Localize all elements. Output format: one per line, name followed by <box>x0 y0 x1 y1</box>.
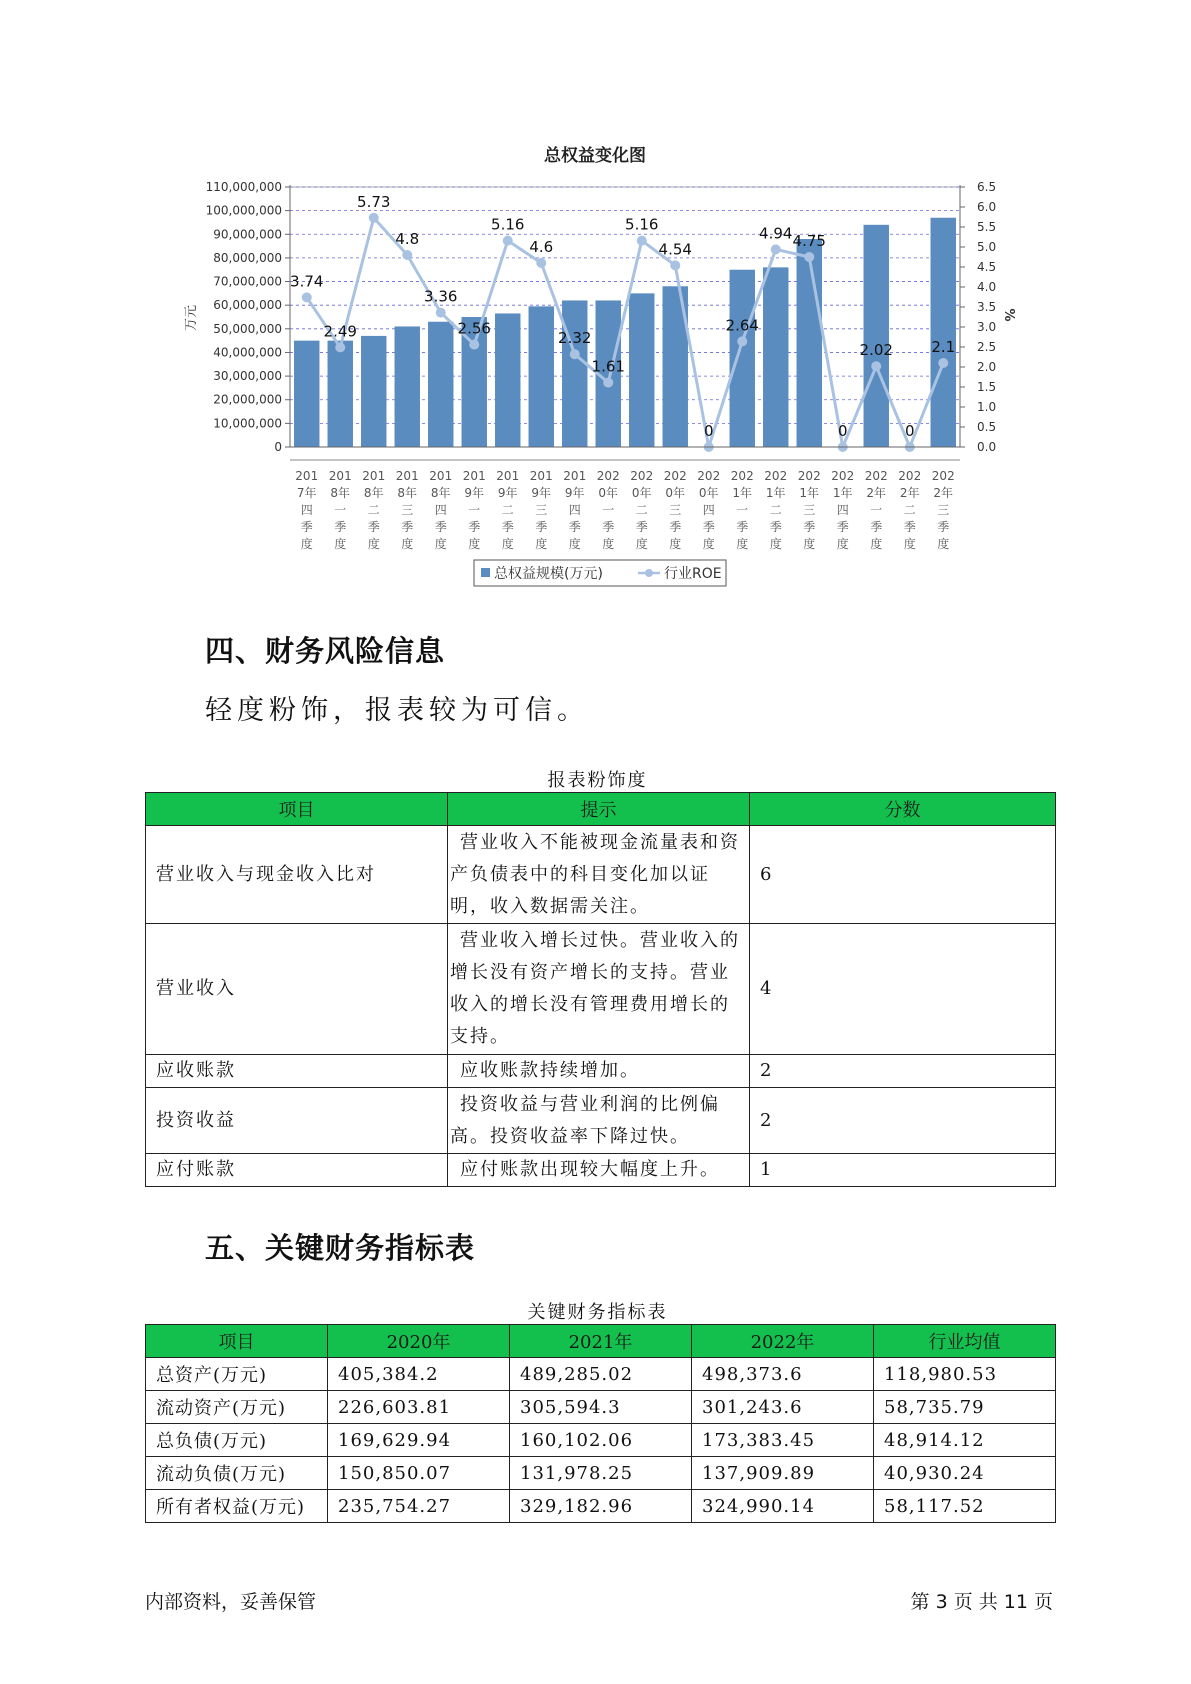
x-category-label: 201 8年四季度 <box>429 469 453 551</box>
section4-heading: 四、财务风险信息 <box>205 634 446 668</box>
x-category-label: 201 7年四季度 <box>295 469 319 551</box>
roe-data-label: 5.73 <box>357 192 391 211</box>
kpi-industry-avg: 48,914.12 <box>874 1424 1056 1457</box>
risk-hint: 营业收入增长过快。营业收入的增长没有资产增长的支持。营业收入的增长没有管理费用增长的支持。 <box>448 924 750 1055</box>
roe-data-label: 0 <box>904 422 915 440</box>
risk-hint: 营业收入不能被现金流量表和资产负债表中的科目变化加以证明，收入数据需关注。 <box>448 826 750 924</box>
header-2020: 2020年 <box>328 1325 510 1358</box>
y-left-tick-label: 0 <box>274 440 282 454</box>
roe-point <box>369 213 379 223</box>
bar <box>529 306 554 447</box>
footer-confidential: 内部资料，妥善保管 <box>145 1591 317 1613</box>
roe-data-label: 2.49 <box>323 322 357 341</box>
roe-point <box>436 308 446 318</box>
bar <box>395 326 420 447</box>
table-row <box>146 1457 1056 1490</box>
roe-point <box>536 258 546 268</box>
kpi-item: 流动负债(万元) <box>146 1457 328 1490</box>
kpi-2020: 226,603.81 <box>328 1391 510 1424</box>
x-category-label: 202 2年一季度 <box>864 469 888 551</box>
kpi-table <box>145 1324 1056 1523</box>
roe-data-label: 2.32 <box>558 329 592 348</box>
y-left-tick-label: 100,000,000 <box>205 203 282 218</box>
header-item: 项目 <box>146 1325 328 1358</box>
roe-data-label: 4.8 <box>395 230 420 248</box>
roe-data-label: 2.02 <box>859 341 893 360</box>
y-right-tick-label: 2.5 <box>977 340 997 354</box>
y-right-tick-label: 4.0 <box>977 280 997 294</box>
x-category-label: 201 8年一季度 <box>328 469 352 551</box>
bar <box>864 225 889 447</box>
header-industry-avg: 行业均值 <box>874 1325 1056 1358</box>
legend-bar-label: 总权益规模(万元) <box>494 566 603 582</box>
y-left-tick-label: 90,000,000 <box>213 227 282 242</box>
kpi-2022: 324,990.14 <box>692 1490 874 1523</box>
table-row <box>146 1391 1056 1424</box>
roe-point <box>402 250 412 260</box>
legend-line-marker <box>645 569 653 577</box>
risk-hint: 应收账款持续增加。 <box>448 1055 750 1088</box>
risk-item: 应收账款 <box>146 1055 448 1088</box>
table-row <box>146 1154 1056 1187</box>
roe-point <box>637 236 647 246</box>
kpi-2020: 150,850.07 <box>328 1457 510 1490</box>
y-right-tick-label: 0.5 <box>977 420 997 434</box>
x-category-label: 202 1年四季度 <box>831 469 855 551</box>
equity-chart <box>0 0 1191 600</box>
roe-data-label: 4.94 <box>759 224 793 243</box>
x-category-label: 202 1年三季度 <box>797 469 821 551</box>
bar <box>428 322 453 447</box>
table-row <box>146 1490 1056 1523</box>
risk-table-caption: 报表粉饰度 <box>547 770 648 791</box>
chart-line <box>290 193 955 452</box>
x-category-label: 202 0年四季度 <box>697 469 721 551</box>
kpi-industry-avg: 58,735.79 <box>874 1391 1056 1424</box>
y-right-tick-label: 6.5 <box>977 180 997 194</box>
roe-point <box>503 236 513 246</box>
table-row <box>146 924 1056 1055</box>
risk-score: 1 <box>750 1154 1056 1187</box>
x-category-label: 202 0年一季度 <box>596 469 620 551</box>
header-2021: 2021年 <box>510 1325 692 1358</box>
risk-score: 2 <box>750 1088 1056 1154</box>
roe-point <box>938 358 948 368</box>
table-row <box>146 1088 1056 1154</box>
x-category-label: 202 0年三季度 <box>663 469 687 551</box>
x-category-label: 202 2年二季度 <box>898 469 922 551</box>
bar <box>629 293 654 447</box>
roe-data-label: 0 <box>837 422 848 440</box>
roe-point <box>871 361 881 371</box>
y-right-tick-label: 1.0 <box>977 400 997 414</box>
kpi-table-caption: 关键财务指标表 <box>527 1302 668 1323</box>
y-right-tick-label: 5.5 <box>977 220 997 234</box>
y-left-tick-label: 30,000,000 <box>213 369 282 384</box>
bar <box>495 313 520 447</box>
kpi-2021: 160,102.06 <box>510 1424 692 1457</box>
kpi-item: 总资产(万元) <box>146 1358 328 1391</box>
roe-data-label: 0 <box>703 422 714 440</box>
kpi-2022: 498,373.6 <box>692 1358 874 1391</box>
risk-table-header <box>146 793 1056 826</box>
roe-point <box>771 244 781 254</box>
x-category-label: 202 1年一季度 <box>730 469 754 551</box>
roe-data-label: 5.16 <box>491 215 525 234</box>
roe-data-label: 4.75 <box>792 232 826 250</box>
y-right-tick-label: 1.5 <box>977 380 997 394</box>
risk-item: 营业收入 <box>146 924 448 1055</box>
kpi-2022: 173,383.45 <box>692 1424 874 1457</box>
roe-point <box>670 260 680 270</box>
x-category-label: 201 9年三季度 <box>529 469 553 551</box>
y-left-tick-label: 110,000,000 <box>205 180 282 194</box>
roe-data-label: 3.74 <box>290 272 324 291</box>
bar <box>763 267 788 447</box>
y-left-tick-label: 20,000,000 <box>213 392 282 407</box>
roe-data-label: 2.64 <box>725 316 759 335</box>
bar <box>328 341 353 447</box>
x-category-label: 201 8年三季度 <box>395 469 419 551</box>
roe-point <box>469 340 479 350</box>
roe-data-label: 1.61 <box>591 357 625 376</box>
roe-data-label: 3.36 <box>424 287 458 306</box>
risk-table <box>145 792 1056 1187</box>
roe-data-label: 4.6 <box>529 238 554 256</box>
y-left-tick-label: 50,000,000 <box>213 321 282 336</box>
roe-data-label: 4.54 <box>658 240 692 259</box>
kpi-2022: 137,909.89 <box>692 1457 874 1490</box>
x-category-label: 202 2年三季度 <box>931 469 955 551</box>
kpi-industry-avg: 118,980.53 <box>874 1358 1056 1391</box>
bar <box>562 300 587 447</box>
x-category-label: 201 9年二季度 <box>496 469 520 551</box>
y-right-tick-label: 6.0 <box>977 200 997 214</box>
left-axis-label: 万元 <box>184 304 199 332</box>
kpi-2021: 489,285.02 <box>510 1358 692 1391</box>
risk-item: 投资收益 <box>146 1088 448 1154</box>
kpi-2021: 305,594.3 <box>510 1391 692 1424</box>
right-axis-label: % <box>1001 308 1016 322</box>
chart-legend <box>474 560 726 586</box>
y-left-tick-label: 70,000,000 <box>213 274 282 289</box>
table-row <box>146 1358 1056 1391</box>
y-left-tick-label: 60,000,000 <box>213 298 282 313</box>
roe-point <box>804 252 814 262</box>
kpi-2020: 235,754.27 <box>328 1490 510 1523</box>
chart-title: 总权益变化图 <box>544 146 646 166</box>
roe-data-label: 5.16 <box>625 215 659 234</box>
bar <box>361 336 386 447</box>
bar <box>797 239 822 447</box>
kpi-industry-avg: 40,930.24 <box>874 1457 1056 1490</box>
y-left-tick-label: 80,000,000 <box>213 250 282 265</box>
roe-point <box>335 342 345 352</box>
table-row <box>146 1424 1056 1457</box>
roe-data-label: 2.56 <box>457 319 491 338</box>
header-hint: 提示 <box>448 793 750 826</box>
header-item: 项目 <box>146 793 448 826</box>
x-category-label: 201 9年一季度 <box>462 469 486 551</box>
table-row <box>146 1055 1056 1088</box>
kpi-industry-avg: 58,117.52 <box>874 1490 1056 1523</box>
risk-item: 应付账款 <box>146 1154 448 1187</box>
kpi-table-header <box>146 1325 1056 1358</box>
kpi-2020: 169,629.94 <box>328 1424 510 1457</box>
header-2022: 2022年 <box>692 1325 874 1358</box>
kpi-item: 所有者权益(万元) <box>146 1490 328 1523</box>
table-row <box>146 826 1056 924</box>
y-left-tick-label: 40,000,000 <box>213 345 282 360</box>
y-right-tick-label: 5.0 <box>977 240 997 254</box>
section5-heading: 五、关键财务指标表 <box>205 1231 476 1265</box>
y-right-tick-label: 4.5 <box>977 260 997 274</box>
footer-page-number: 第 3 页 共 11 页 <box>910 1591 1053 1613</box>
risk-score: 4 <box>750 924 1056 1055</box>
risk-hint: 投资收益与营业利润的比例偏高。投资收益率下降过快。 <box>448 1088 750 1154</box>
x-category-label: 202 0年二季度 <box>630 469 654 551</box>
y-right-tick-label: 0.0 <box>977 440 997 454</box>
legend-line-label: 行业ROE <box>664 566 722 582</box>
risk-score: 2 <box>750 1055 1056 1088</box>
y-right-tick-label: 3.5 <box>977 300 997 314</box>
risk-item: 营业收入与现金收入比对 <box>146 826 448 924</box>
bar <box>294 341 319 447</box>
bar <box>730 270 755 447</box>
kpi-2022: 301,243.6 <box>692 1391 874 1424</box>
kpi-item: 流动资产(万元) <box>146 1391 328 1424</box>
risk-summary: 轻度粉饰，报表较为可信。 <box>205 695 589 726</box>
roe-point <box>302 292 312 302</box>
kpi-2021: 131,978.25 <box>510 1457 692 1490</box>
roe-point <box>570 349 580 359</box>
legend-bar-swatch <box>481 568 490 577</box>
kpi-item: 总负债(万元) <box>146 1424 328 1457</box>
risk-hint: 应付账款出现较大幅度上升。 <box>448 1154 750 1187</box>
kpi-2021: 329,182.96 <box>510 1490 692 1523</box>
x-category-label: 202 1年二季度 <box>764 469 788 551</box>
y-right-tick-label: 3.0 <box>977 320 997 334</box>
risk-score: 6 <box>750 826 1056 924</box>
roe-point <box>603 378 613 388</box>
kpi-2020: 405,384.2 <box>328 1358 510 1391</box>
bar <box>931 218 956 447</box>
x-category-label: 201 9年四季度 <box>563 469 587 551</box>
roe-data-label: 2.1 <box>931 338 956 356</box>
x-category-label: 201 8年二季度 <box>362 469 386 551</box>
y-right-tick-label: 2.0 <box>977 360 997 374</box>
roe-point <box>737 336 747 346</box>
y-left-tick-label: 10,000,000 <box>213 416 282 431</box>
header-score: 分数 <box>750 793 1056 826</box>
